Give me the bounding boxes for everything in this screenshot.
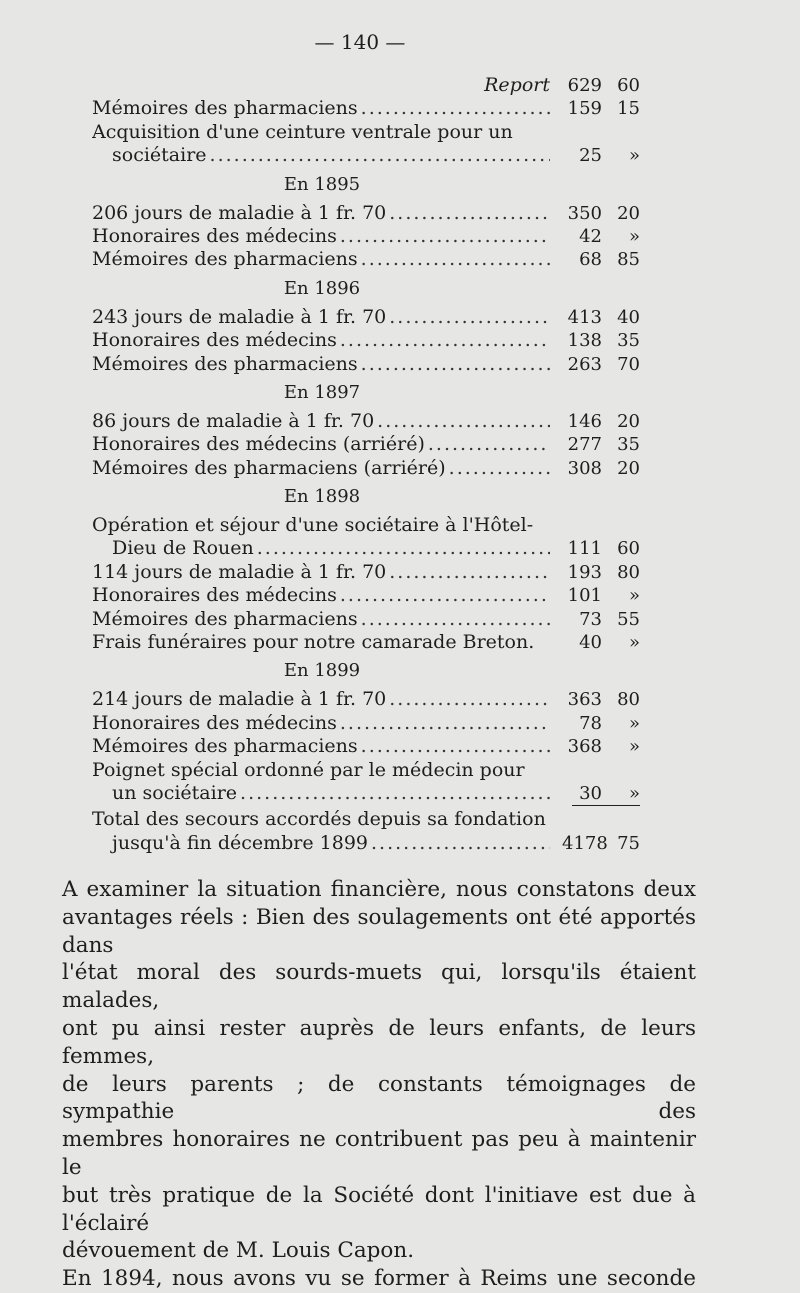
entry-amount bbox=[562, 584, 640, 607]
amount-francs: 413 bbox=[567, 306, 602, 328]
dot-leader bbox=[428, 433, 550, 456]
amount-francs: 263 bbox=[567, 353, 602, 375]
entry-description: 206 jours de maladie à 1 fr. 70 bbox=[92, 201, 387, 224]
entry-description: un sociétaire bbox=[112, 781, 238, 804]
entry-description: jusqu'à fin décembre 1899 bbox=[112, 831, 369, 854]
ledger-entry bbox=[92, 457, 640, 480]
amount-francs: 111 bbox=[567, 538, 602, 560]
ledger-entry bbox=[92, 608, 640, 631]
amount-francs: 146 bbox=[567, 410, 602, 432]
amount-centimes: 60 bbox=[617, 538, 640, 560]
entry-amount bbox=[562, 306, 640, 329]
amount-centimes: 80 bbox=[617, 689, 640, 711]
amount-centimes: 70 bbox=[617, 353, 640, 375]
amount-francs: 42 bbox=[579, 225, 602, 247]
dot-leader bbox=[389, 306, 550, 329]
dot-leader bbox=[257, 537, 550, 560]
report-label: Report bbox=[484, 74, 550, 96]
ledger-entry bbox=[92, 329, 640, 352]
dot-leader bbox=[361, 248, 550, 271]
entry-description: 243 jours de maladie à 1 fr. 70 bbox=[92, 305, 387, 328]
entry-description: Opération et séjour d'une sociétaire à l'Hôtel- bbox=[92, 514, 534, 537]
ledger-text-line bbox=[92, 121, 640, 144]
ledger-text-line bbox=[92, 514, 640, 537]
entry-amount bbox=[562, 688, 640, 711]
entry-amount bbox=[562, 561, 640, 584]
ledger-entry bbox=[92, 561, 640, 584]
paragraph-line: dévouement de M. Louis Capon. bbox=[62, 1238, 415, 1264]
entry-amount bbox=[562, 631, 640, 654]
paragraph-line: membres honoraires ne contribuent pas peu à maintenir le bbox=[62, 1127, 696, 1180]
amount-centimes: » bbox=[628, 736, 640, 758]
entry-description: Poignet spécial ordonné par le médecin pour bbox=[92, 758, 525, 781]
dot-leader bbox=[340, 329, 550, 352]
entry-description: sociétaire bbox=[112, 144, 207, 167]
amount-centimes: » bbox=[628, 782, 640, 804]
amount-francs: 25 bbox=[579, 145, 602, 167]
ledger-text-line bbox=[92, 759, 640, 782]
year-heading: En 1897 bbox=[283, 381, 361, 403]
entry-description: Honoraires des médecins bbox=[92, 224, 337, 247]
amount-centimes: 40 bbox=[617, 306, 640, 328]
entry-description: Honoraires des médecins bbox=[92, 711, 337, 734]
relief-expenses-ledger bbox=[92, 74, 640, 855]
year-heading: En 1896 bbox=[283, 277, 361, 299]
entry-description: Mémoires des pharmaciens bbox=[92, 97, 358, 120]
paragraph-line: l'état moral des sourds-muets qui, lorsqu'ils étaient malades, bbox=[62, 960, 696, 1014]
amount-centimes: 35 bbox=[617, 330, 640, 352]
amount-centimes: 35 bbox=[617, 434, 640, 456]
amount-francs: 350 bbox=[567, 202, 602, 224]
amount-francs: 73 bbox=[579, 608, 602, 630]
dot-leader bbox=[340, 712, 550, 735]
entry-amount bbox=[562, 329, 640, 352]
amount-francs: 308 bbox=[567, 457, 602, 479]
entry-description: Total des secours accordés depuis sa fondation bbox=[92, 808, 546, 831]
amount-centimes: 85 bbox=[617, 249, 640, 271]
ledger-entry bbox=[92, 433, 640, 456]
entry-description: Mémoires des pharmaciens bbox=[92, 248, 358, 271]
ledger-entry bbox=[92, 631, 640, 654]
ledger-entry bbox=[92, 144, 640, 167]
ledger-entry bbox=[92, 584, 640, 607]
amount-francs: 78 bbox=[579, 712, 602, 734]
dot-leader bbox=[240, 782, 550, 805]
amount-centimes: 80 bbox=[617, 561, 640, 583]
ledger-entry bbox=[92, 306, 640, 329]
amount-francs: 138 bbox=[567, 330, 602, 352]
commentary-paragraphs bbox=[62, 876, 696, 1293]
entry-amount bbox=[562, 225, 640, 248]
amount-centimes: 20 bbox=[617, 202, 640, 224]
dot-leader bbox=[210, 144, 550, 167]
report-row bbox=[92, 74, 640, 97]
dot-leader bbox=[389, 561, 550, 584]
entry-description: 114 jours de maladie à 1 fr. 70 bbox=[92, 560, 387, 583]
entry-amount bbox=[562, 144, 640, 167]
entry-description: Acquisition d'une ceinture ventrale pour un bbox=[92, 120, 513, 143]
dot-leader bbox=[361, 97, 550, 120]
dot-leader bbox=[377, 410, 550, 433]
ledger-entry bbox=[92, 832, 640, 855]
entry-description: Honoraires des médecins bbox=[92, 329, 337, 352]
amount-francs: 159 bbox=[567, 98, 602, 120]
ledger-text-line bbox=[92, 808, 640, 831]
report-amount bbox=[562, 74, 640, 97]
entry-description: Mémoires des pharmaciens bbox=[92, 735, 358, 758]
entry-amount bbox=[562, 433, 640, 456]
year-heading: En 1898 bbox=[283, 486, 361, 508]
entry-amount bbox=[562, 712, 640, 735]
paragraph-line: En 1894, nous avons vu se former à Reims une seconde bbox=[62, 1266, 696, 1292]
dot-leader bbox=[361, 735, 550, 758]
entry-amount bbox=[562, 457, 640, 480]
amount-francs: 368 bbox=[567, 736, 602, 758]
dot-leader bbox=[340, 584, 550, 607]
ledger-entry bbox=[92, 537, 640, 560]
ledger-entry bbox=[92, 97, 640, 120]
ledger-entry bbox=[92, 712, 640, 735]
report-centimes: 60 bbox=[617, 75, 640, 96]
amount-centimes: » bbox=[628, 145, 640, 167]
amount-centimes: 75 bbox=[617, 832, 640, 854]
total-rule bbox=[572, 805, 640, 806]
amount-centimes: 55 bbox=[617, 608, 640, 630]
ledger-entry bbox=[92, 688, 640, 711]
amount-francs: 277 bbox=[567, 434, 602, 456]
amount-centimes: 15 bbox=[617, 98, 640, 120]
year-heading: En 1895 bbox=[283, 173, 361, 195]
ledger-entry bbox=[92, 225, 640, 248]
dot-leader bbox=[449, 457, 550, 480]
amount-centimes: » bbox=[628, 632, 640, 654]
dot-leader bbox=[361, 353, 550, 376]
paragraph-line: A examiner la situation financière, nous constatons deux bbox=[62, 877, 696, 902]
page-number: — 140 — bbox=[314, 30, 406, 54]
report-francs: 629 bbox=[567, 75, 602, 96]
dot-leader bbox=[361, 608, 550, 631]
entry-description: 214 jours de maladie à 1 fr. 70 bbox=[92, 688, 387, 711]
amount-francs: 363 bbox=[567, 689, 602, 711]
entry-description: 86 jours de maladie à 1 fr. 70 bbox=[92, 409, 375, 432]
entry-amount bbox=[562, 202, 640, 225]
ledger-entry bbox=[92, 248, 640, 271]
entry-amount bbox=[562, 353, 640, 376]
entry-description: Mémoires des pharmaciens bbox=[92, 607, 358, 630]
amount-francs: 30 bbox=[579, 782, 602, 804]
paragraph-line: avantages réels : Bien des soulagements ont été apportés dans bbox=[62, 904, 696, 958]
dot-leader bbox=[389, 202, 550, 225]
paragraph-line: ont pu ainsi rester auprès de leurs enfants, de leurs femmes, bbox=[62, 1015, 696, 1069]
amount-francs: 4178 bbox=[562, 832, 608, 854]
entry-amount bbox=[562, 248, 640, 271]
ledger-entry bbox=[92, 410, 640, 433]
ledger-entry bbox=[92, 782, 640, 805]
entry-description: Frais funéraires pour notre camarade Breton. bbox=[92, 631, 535, 654]
entry-amount bbox=[562, 735, 640, 758]
ledger-entry bbox=[92, 353, 640, 376]
entry-amount bbox=[562, 410, 640, 433]
entry-amount bbox=[562, 608, 640, 631]
entry-amount bbox=[562, 537, 640, 560]
paragraph-line: but très pratique de la Société dont l'initiave est due à l'éclairé bbox=[62, 1182, 696, 1236]
paragraph-line: de leurs parents ; de constants témoignages de sympathie des bbox=[62, 1071, 696, 1125]
amount-francs: 193 bbox=[567, 561, 602, 583]
amount-centimes: » bbox=[628, 712, 640, 734]
amount-francs: 101 bbox=[567, 585, 602, 607]
amount-francs: 40 bbox=[579, 632, 602, 654]
ledger-entry bbox=[92, 735, 640, 758]
entry-description: Mémoires des pharmaciens bbox=[92, 352, 358, 375]
dot-leader bbox=[340, 225, 550, 248]
entry-amount bbox=[562, 97, 640, 120]
amount-centimes: » bbox=[628, 585, 640, 607]
dot-leader bbox=[389, 688, 550, 711]
entry-description: Dieu de Rouen bbox=[112, 537, 254, 560]
amount-centimes: 20 bbox=[617, 410, 640, 432]
ledger-rows bbox=[92, 97, 640, 855]
amount-centimes: 20 bbox=[617, 457, 640, 479]
entry-description: Honoraires des médecins (arriéré) bbox=[92, 433, 425, 456]
year-heading: En 1899 bbox=[283, 660, 361, 682]
amount-francs: 68 bbox=[579, 249, 602, 271]
entry-amount bbox=[562, 782, 640, 805]
entry-amount bbox=[562, 832, 640, 855]
entry-description: Mémoires des pharmaciens (arriéré) bbox=[92, 456, 446, 479]
amount-centimes: » bbox=[628, 225, 640, 247]
dot-leader bbox=[371, 832, 550, 855]
entry-description: Honoraires des médecins bbox=[92, 584, 337, 607]
ledger-entry bbox=[92, 202, 640, 225]
